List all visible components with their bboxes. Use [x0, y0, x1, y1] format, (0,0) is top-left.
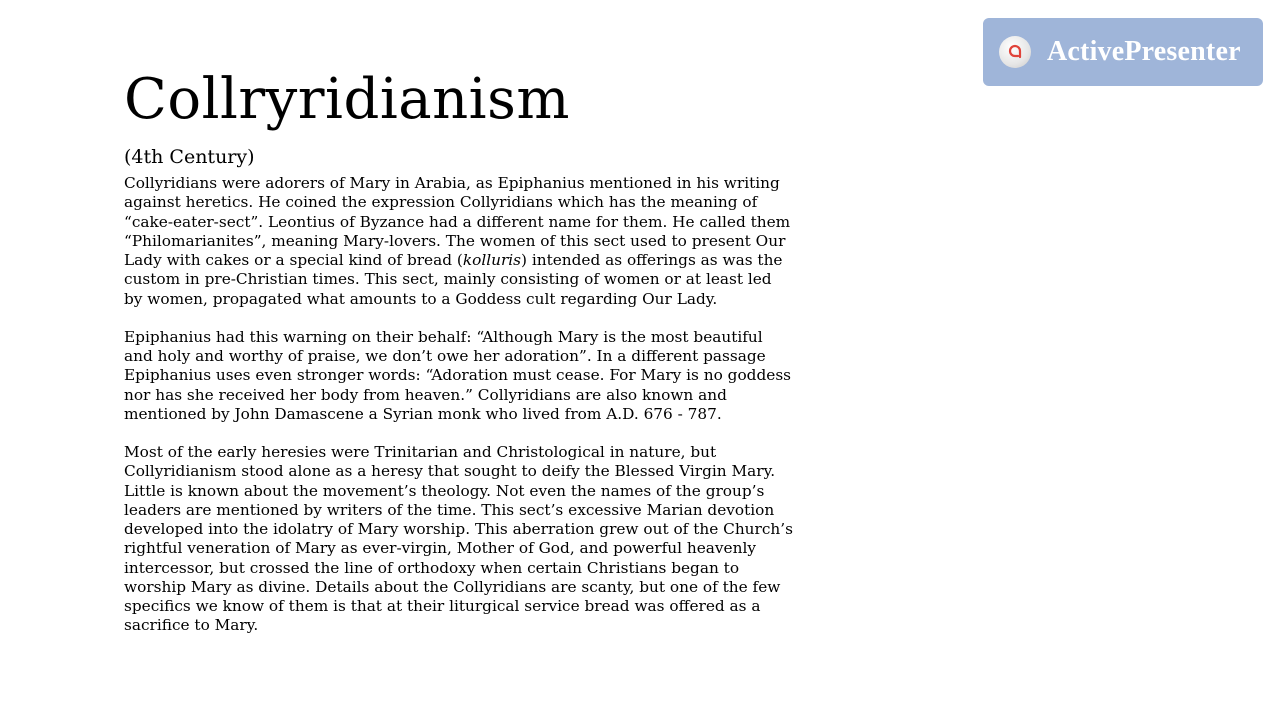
slide-body	[124, 174, 794, 636]
paragraph-3: Most of the early heresies were Trinitarian and Christological in nature, but Collyridianism stood alone as a heresy that sought to deify the Blessed Virgin Mary. Little is known about the movement’s theology. Not even the names of the group’s leaders are mentioned by writers of the time. This sect’s excessive Marian devotion developed into the idolatry of Mary worship. This aberration grew out of the Church’s rightful veneration of Mary as ever-virgin, Mother of God, and powerful heavenly intercessor, but crossed the line of orthodoxy when certain Christians began to worship Mary as divine. Details about the Collyridians are scanty, but one of the few specifics we know of them is that at their liturgical service bread was offered as a sacrifice to Mary.	[124, 443, 793, 635]
paragraph-1-text-a: Collyridians were adorers of Mary in Arabia, as Epiphanius mentioned in his writing against heretics. He coined the expression Collyridians which has the meaning of “cake-eater-sect”. Leontius of Byzance had a different name for them. He called them “Philomarianites”, meaning Mary-lovers. The women of this sect used to present Our Lady with cakes or a special kind of bread (	[124, 174, 791, 269]
paragraph-1-italic-term: kolluris	[462, 251, 522, 269]
paragraph-1-text-b: ) intended as offerings as was the custom in pre-Christian times. This sect, mainly consisting of women or at least led by women, propagated what amounts to a Goddess cult regarding Our Lady.	[124, 251, 783, 308]
activepresenter-watermark	[983, 18, 1263, 86]
activepresenter-logo-icon	[999, 36, 1031, 68]
slide-title: Collryridianism	[124, 67, 570, 132]
watermark-label: ActivePresenter	[1047, 36, 1241, 67]
slide-subtitle: (4th Century)	[124, 146, 255, 168]
paragraph-2: Epiphanius had this warning on their behalf: “Although Mary is the most beautiful and holy and worthy of praise, we don’t owe her adoration”. In a different passage Epiphanius uses even stronger words: “Adoration must cease. For Mary is no goddess nor has she received her body from heaven.” Collyridians are also known and mentioned by John Damascene a Syrian monk who lived from A.D. 676 - 787.	[124, 327, 792, 423]
slide-content	[124, 68, 794, 655]
paragraph-1	[124, 174, 794, 309]
